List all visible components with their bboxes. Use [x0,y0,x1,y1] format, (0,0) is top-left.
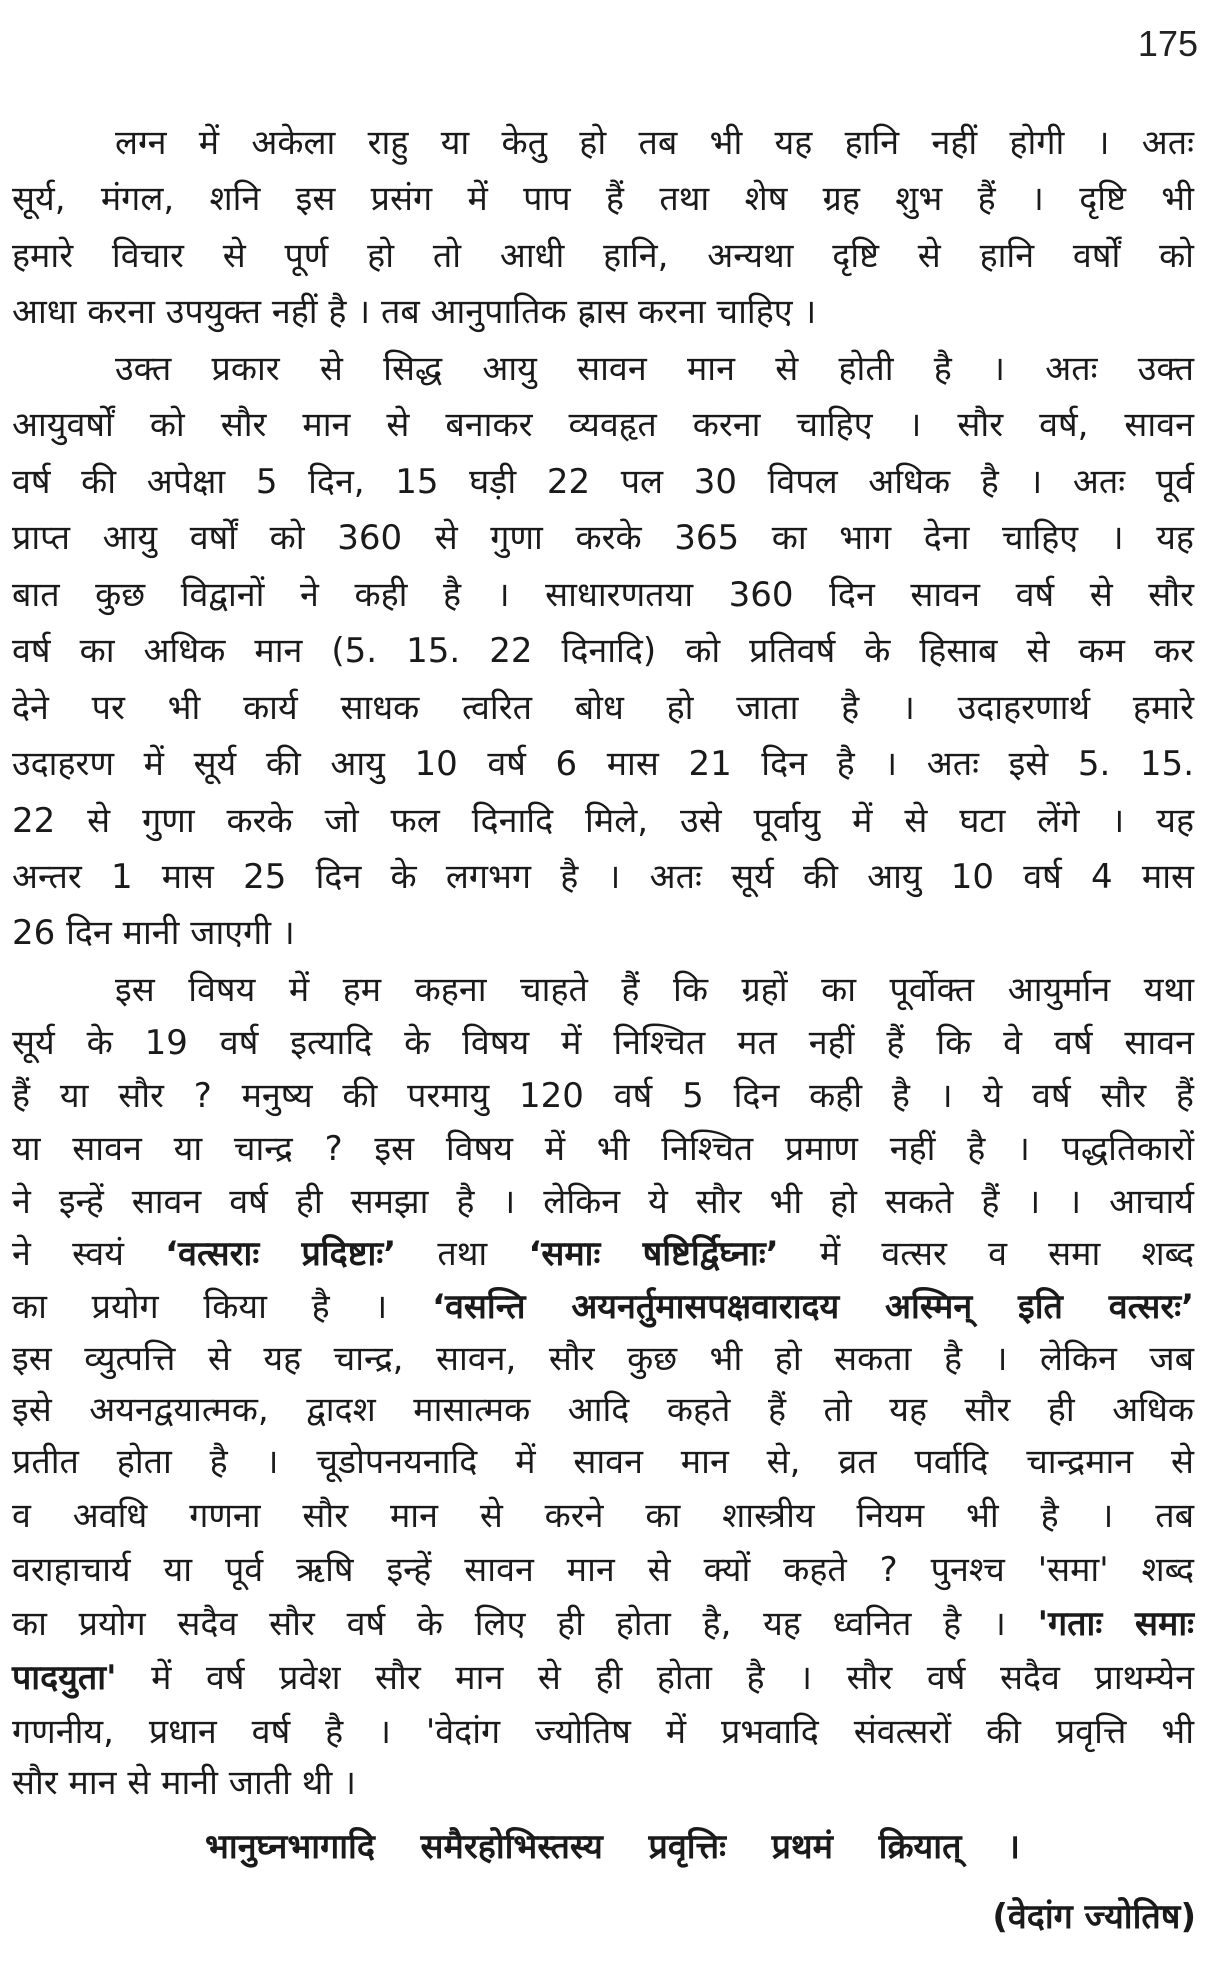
paragraph-3-line-13 [12,1598,1194,1650]
paragraph-2-line-7: देने पर भी कार्य साधक त्वरित बोध हो जाता है । उदाहरणार्थ हमारे [12,688,1194,728]
quoted-term-padayuta: पादयुता' [12,1658,117,1698]
paragraph-2-line-10: अन्तर 1 मास 25 दिन के लगभग है । अतः सूर्य की आयु 10 वर्ष 4 मास [12,857,1194,897]
quoted-etymology: ‘वसन्ति अयनर्तुमासपक्षवारादय अस्मिन् इति वत्सरः’ [432,1287,1195,1327]
paragraph-3-line-8: इस व्युत्पत्ति से यह चान्द्र, सावन, सौर कुछ भी हो सकता है । लेकिन जब [12,1339,1194,1379]
paragraph-2-line-8: उदाहरण में सूर्य की आयु 10 वर्ष 6 मास 21 दिन है । अतः इसे 5. 15. [12,744,1194,784]
paragraph-2-line-9: 22 से गुणा करके जो फल दिनादि मिले, उसे पूर्वायु में से घटा लेंगे । यह [12,801,1194,841]
paragraph-3-line-6 [12,1228,1194,1280]
quoted-term-samah-shashtir: ‘समाः षष्टिर्द्विघ्नाः’ [528,1234,779,1274]
paragraph-2-line-6: वर्ष का अधिक मान (5. 15. 22 दिनादि) को प्रतिवर्ष के हिसाब से कम कर [12,631,1194,671]
text-segment: में वत्सर व समा शब्द [778,1234,1194,1274]
page-number: 175 [1137,23,1198,64]
text-segment: तथा [396,1234,529,1274]
paragraph-3-line-4: या सावन या चान्द्र ? इस विषय में भी निश्चित प्रमाण नहीं है । पद्धतिकारों [12,1129,1194,1169]
paragraph-1-line-2: सूर्य, मंगल, शनि इस प्रसंग में पाप हैं तथा शेष ग्रह शुभ हैं । दृष्टि भी [12,179,1194,219]
paragraph-2-line-5: बात कुछ विद्वानों ने कही है । साधारणतया 360 दिन सावन वर्ष से सौर [12,575,1194,615]
paragraph-1-line-1: लग्न में अकेला राहु या केतु हो तब भी यह हानि नहीं होगी । अतः [115,123,1194,163]
paragraph-3-line-5: ने इन्हें सावन वर्ष ही समझा है । लेकिन ये सौर भी हो सकते हैं । । आचार्य [12,1182,1194,1222]
text-segment: ने स्वयं [12,1234,166,1274]
paragraph-3-line-3: हैं या सौर ? मनुष्य की परमायु 120 वर्ष 5 दिन कही है । ये वर्ष सौर हैं [12,1076,1194,1116]
paragraph-2-line-1: उक्त प्रकार से सिद्ध आयु सावन मान से होती है । अतः उक्त [115,349,1194,389]
text-segment: का प्रयोग सदैव सौर वर्ष के लिए ही होता है, यह ध्वनित है । [12,1604,1038,1644]
paragraph-3-line-10: प्रतीत होता है । चूडोपनयनादि में सावन मान से, व्रत पर्वादि चान्द्रमान से [12,1442,1194,1482]
paragraph-3-line-9: इसे अयनद्वयात्मक, द्वादश मासात्मक आदि कहते हैं तो यह सौर ही अधिक [12,1390,1194,1430]
paragraph-1-line-4: आधा करना उपयुक्त नहीं है । तब आनुपातिक ह्रास करना चाहिए । [12,292,817,332]
text-segment: का प्रयोग किया है । [12,1287,433,1327]
paragraph-3-line-16: सौर मान से मानी जाती थी । [12,1763,356,1803]
quoted-term-gatah-samah: 'गताः समाः [1037,1604,1194,1644]
paragraph-3-line-14 [12,1652,1194,1704]
paragraph-2-line-4: प्राप्त आयु वर्षों को 360 से गुणा करके 365 का भाग देना चाहिए । यह [12,518,1194,558]
paragraph-2-line-11: 26 दिन मानी जाएगी । [12,913,295,953]
paragraph-3-line-7 [12,1281,1194,1333]
paragraph-3-line-1: इस विषय में हम कहना चाहते हैं कि ग्रहों का पूर्वोक्त आयुर्मान यथा [115,970,1194,1010]
paragraph-2-line-3: वर्ष की अपेक्षा 5 दिन, 15 घड़ी 22 पल 30 विपल अधिक है । अतः पूर्व [12,462,1194,502]
text-segment: में वर्ष प्रवेश सौर मान से ही होता है । सौर वर्ष सदैव प्राथम्येन [116,1658,1194,1698]
paragraph-3-line-2: सूर्य के 19 वर्ष इत्यादि के विषय में निश्चित मत नहीं हैं कि वे वर्ष सावन [12,1023,1194,1063]
paragraph-3-line-15: गणनीय, प्रधान वर्ष है । 'वेदांग ज्योतिष में प्रभवादि संवत्सरों की प्रवृत्ति भी [12,1712,1194,1752]
paragraph-2-line-2: आयुवर्षों को सौर मान से बनाकर व्यवहृत करना चाहिए । सौर वर्ष, सावन [12,405,1194,445]
shloka-quote: भानुघ्नभागादि समैरहोभिस्तस्य प्रवृत्तिः प्रथमं क्रियात् । [205,1827,1020,1867]
quoted-term-vatsarah-pradishtah: ‘वत्सराः प्रदिष्टाः’ [165,1234,397,1274]
paragraph-1-line-3: हमारे विचार से पूर्ण हो तो आधी हानि, अन्यथा दृष्टि से हानि वर्षों को [12,236,1194,276]
paragraph-3-line-11: व अवधि गणना सौर मान से करने का शास्त्रीय नियम भी है । तब [12,1496,1194,1536]
citation: (वेदांग ज्योतिष) [992,1897,1196,1937]
paragraph-3-line-12: वराहाचार्य या पूर्व ऋषि इन्हें सावन मान से क्यों कहते ? पुनश्च 'समा' शब्द [12,1550,1194,1590]
